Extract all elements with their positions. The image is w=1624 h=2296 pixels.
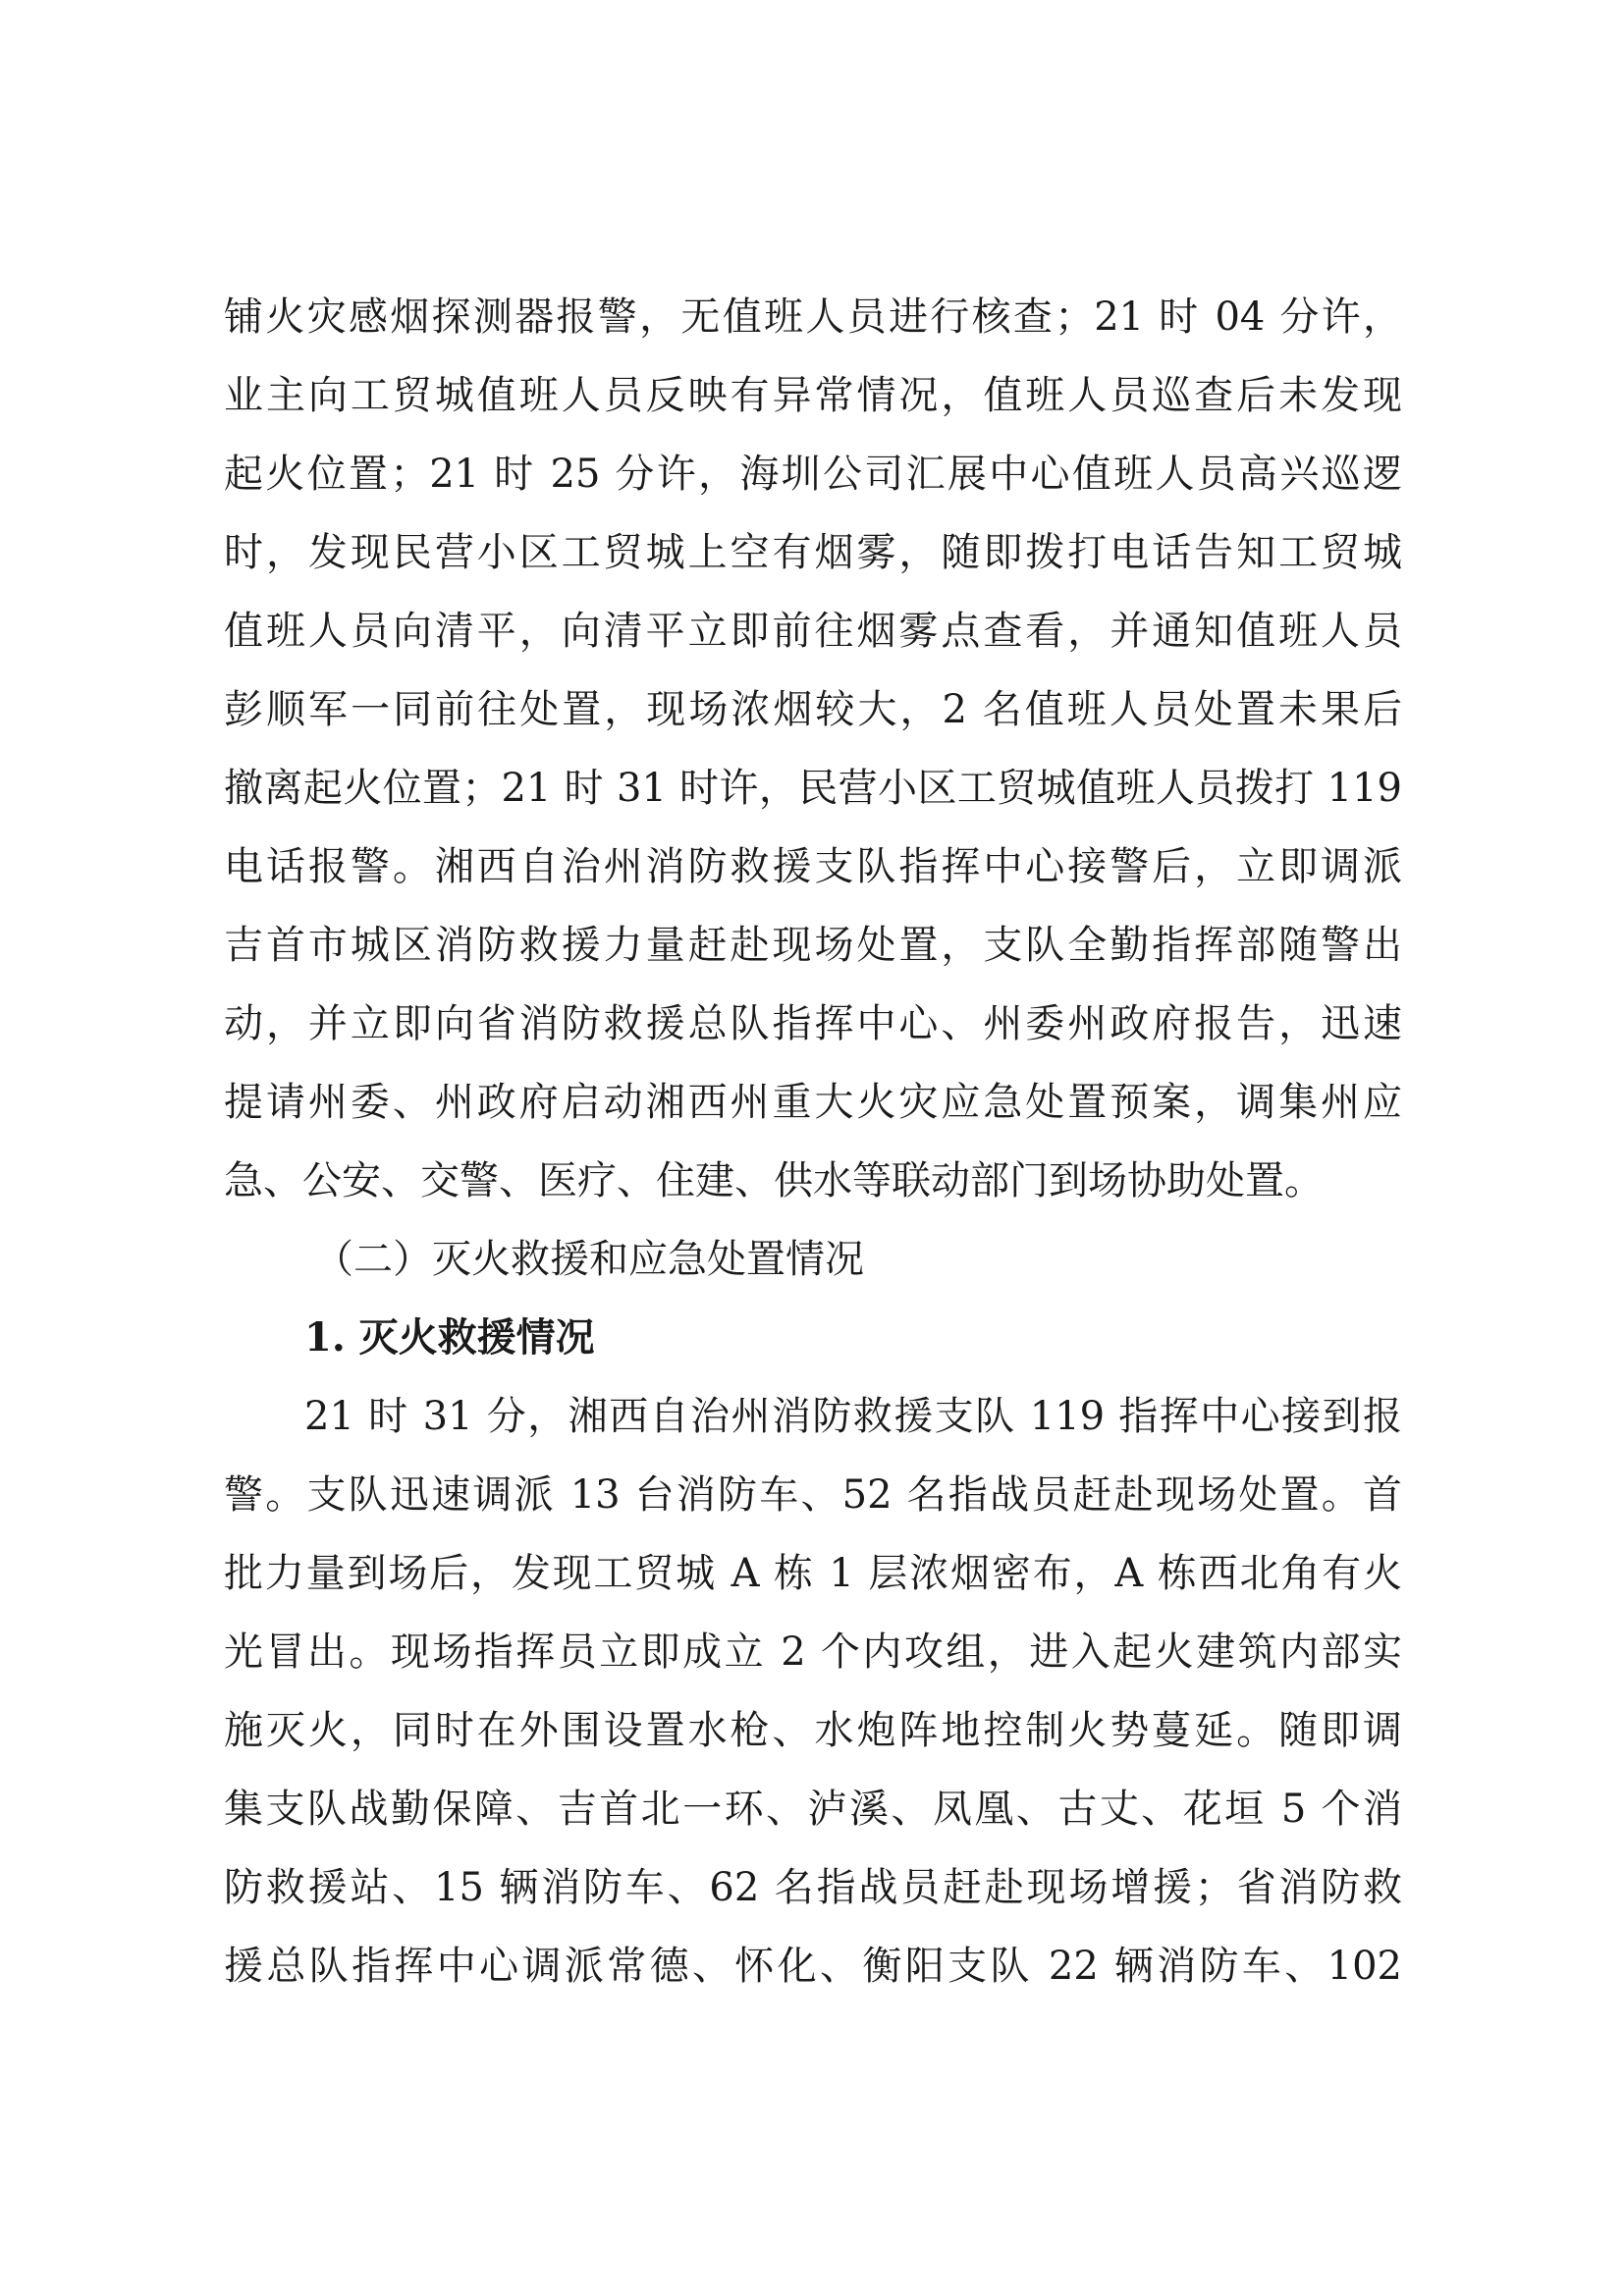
- paragraph-2-line-5: 施灭火，同时在外围设置水枪、水炮阵地控制火势蔓延。随即调: [224, 1708, 1402, 1753]
- paragraph-1-line-6: 彭顺军一同前往处置，现场浓烟较大，2 名值班人员处置未果后: [224, 687, 1402, 732]
- paragraph-2-line-6: 集支队战勤保障、吉首北一环、泸溪、凤凰、古丈、花垣 5 个消: [224, 1787, 1402, 1832]
- paragraph-2-line-4: 光冒出。现场指挥员立即成立 2 个内攻组，进入起火建筑内部实: [224, 1629, 1402, 1675]
- paragraph-1-line-8: 电话报警。湘西自治州消防救援支队指挥中心接警后，立即调派: [224, 844, 1402, 889]
- subsection-heading: 1. 灭火救援情况: [304, 1314, 595, 1361]
- paragraph-1-line-12: 急、公安、交警、医疗、住建、供水等联动部门到场协助处置。: [224, 1158, 1324, 1203]
- paragraph-1-line-3: 起火位置；21 时 25 分许，海圳公司汇展中心值班人员高兴巡逻: [224, 452, 1402, 497]
- paragraph-1-line-7: 撤离起火位置；21 时 31 时许，民营小区工贸城值班人员拨打 119: [224, 766, 1402, 811]
- paragraph-1-line-5: 值班人员向清平，向清平立即前往烟雾点查看，并通知值班人员: [224, 609, 1402, 654]
- paragraph-2-line-1: 21 时 31 分，湘西自治州消防救援支队 119 指挥中心接到报: [304, 1394, 1402, 1439]
- paragraph-1-line-10: 动，并立即向省消防救援总队指挥中心、州委州政府报告，迅速: [224, 1001, 1402, 1046]
- paragraph-1-line-2: 业主向工贸城值班人员反映有异常情况，值班人员巡查后未发现: [224, 373, 1402, 418]
- paragraph-1-line-4: 时，发现民营小区工贸城上空有烟雾，随即拨打电话告知工贸城: [224, 530, 1402, 575]
- paragraph-2-line-7: 防救援站、15 辆消防车、62 名指战员赶赴现场增援；省消防救: [224, 1865, 1402, 1910]
- paragraph-2-line-2: 警。支队迅速调派 13 台消防车、52 名指战员赶赴现场处置。首: [224, 1472, 1402, 1518]
- section-heading: （二）灭火救援和应急处置情况: [314, 1237, 864, 1282]
- paragraph-1-line-11: 提请州委、州政府启动湘西州重大火灾应急处置预案，调集州应: [224, 1080, 1402, 1125]
- paragraph-2-line-8: 援总队指挥中心调派常德、怀化、衡阳支队 22 辆消防车、102: [224, 1944, 1402, 1989]
- paragraph-1-line-1: 铺火灾感烟探测器报警，无值班人员进行核查；21 时 04 分许，: [224, 294, 1402, 340]
- paragraph-1-line-9: 吉首市城区消防救援力量赶赴现场处置，支队全勤指挥部随警出: [224, 923, 1402, 968]
- paragraph-2-line-3: 批力量到场后，发现工贸城 A 栋 1 层浓烟密布，A 栋西北角有火: [224, 1551, 1402, 1596]
